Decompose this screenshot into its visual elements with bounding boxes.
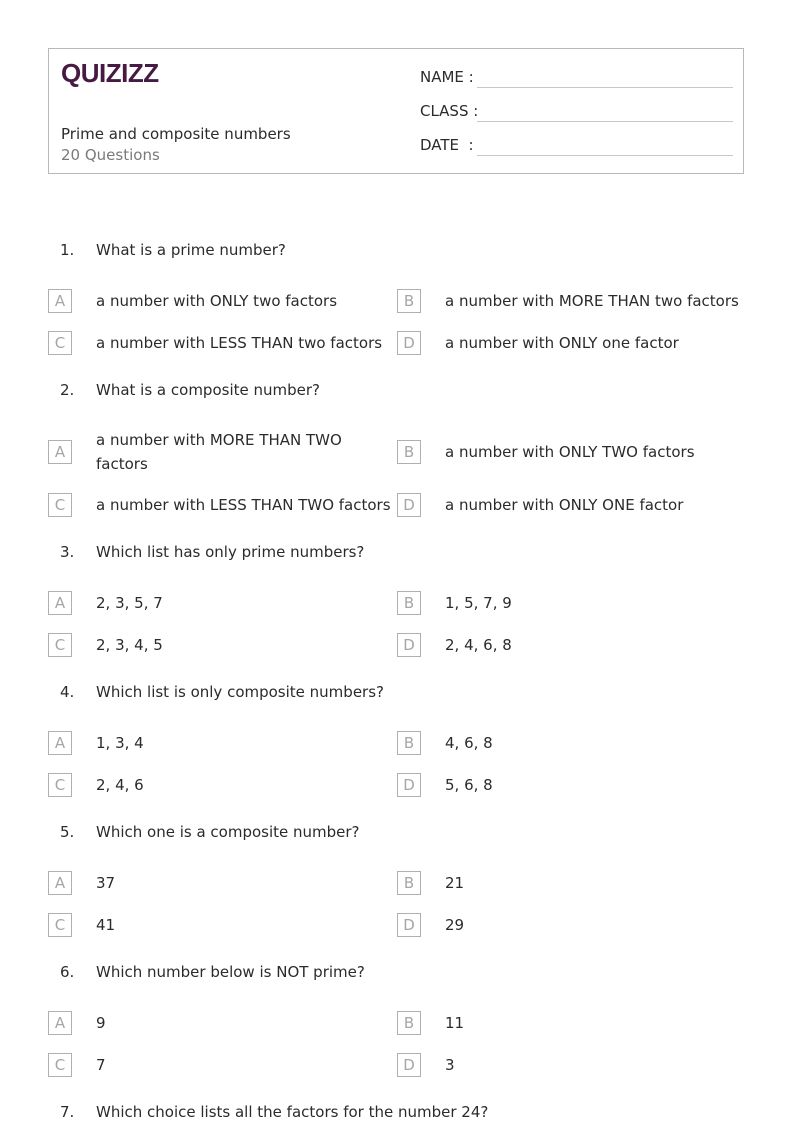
option-letter: C xyxy=(48,913,72,937)
option-letter: A xyxy=(48,440,72,464)
option-text: 41 xyxy=(96,916,116,934)
date-field[interactable] xyxy=(420,136,733,160)
date-label: DATE : xyxy=(420,136,474,154)
option-letter: B xyxy=(397,731,421,755)
worksheet-header xyxy=(48,48,744,174)
option-text: 3 xyxy=(445,1056,455,1074)
option-letter: A xyxy=(48,1011,72,1035)
option-text: a number with ONLY one factor xyxy=(445,334,679,352)
name-label: NAME : xyxy=(420,68,474,86)
option-letter: B xyxy=(397,440,421,464)
option-text: 37 xyxy=(96,874,116,892)
question-text: Which number below is NOT prime? xyxy=(96,963,365,981)
question-text: Which list is only composite numbers? xyxy=(96,683,384,701)
option-text: 2, 3, 4, 5 xyxy=(96,636,163,654)
option-letter: D xyxy=(397,331,421,355)
date-line xyxy=(477,155,733,156)
option-text: 1, 5, 7, 9 xyxy=(445,594,512,612)
option-text: a number with LESS THAN two factors xyxy=(96,334,383,352)
option-letter: A xyxy=(48,289,72,313)
question-number: 6. xyxy=(60,963,75,981)
question-text: What is a prime number? xyxy=(96,241,286,259)
option-text: 7 xyxy=(96,1056,106,1074)
option-text: 2, 4, 6 xyxy=(96,776,144,794)
option-letter: B xyxy=(397,591,421,615)
option-letter: D xyxy=(397,913,421,937)
question-text: What is a composite number? xyxy=(96,381,320,399)
question-number: 2. xyxy=(60,381,75,399)
option-text: a number with MORE THAN TWO factors xyxy=(96,431,342,473)
name-field[interactable] xyxy=(420,68,733,92)
option-letter: C xyxy=(48,331,72,355)
option-text: a number with MORE THAN two factors xyxy=(445,292,739,310)
class-label: CLASS : xyxy=(420,102,479,120)
option-letter: A xyxy=(48,731,72,755)
question-number: 4. xyxy=(60,683,75,701)
option-text: 9 xyxy=(96,1014,106,1032)
option-text: 11 xyxy=(445,1014,465,1032)
option-text: 21 xyxy=(445,874,465,892)
question-number: 5. xyxy=(60,823,75,841)
option-text: 4, 6, 8 xyxy=(445,734,493,752)
name-line xyxy=(477,87,733,88)
class-line xyxy=(477,121,733,122)
option-letter: C xyxy=(48,1053,72,1077)
option-letter: D xyxy=(397,493,421,517)
option-letter: D xyxy=(397,633,421,657)
worksheet-title: Prime and composite numbers xyxy=(61,125,291,143)
option-letter: B xyxy=(397,289,421,313)
option-letter: B xyxy=(397,1011,421,1035)
option-letter: B xyxy=(397,871,421,895)
option-text: 29 xyxy=(445,916,465,934)
class-field[interactable] xyxy=(420,102,733,126)
option-text: 1, 3, 4 xyxy=(96,734,144,752)
option-letter: C xyxy=(48,773,72,797)
option-text: 2, 3, 5, 7 xyxy=(96,594,163,612)
option-text: a number with LESS THAN TWO factors xyxy=(96,496,391,514)
option-letter: D xyxy=(397,773,421,797)
question-number: 1. xyxy=(60,241,75,259)
option-text: a number with ONLY ONE factor xyxy=(445,496,684,514)
question-text: Which list has only prime numbers? xyxy=(96,543,365,561)
option-text: 2, 4, 6, 8 xyxy=(445,636,512,654)
option-letter: A xyxy=(48,591,72,615)
option-text: 5, 6, 8 xyxy=(445,776,493,794)
option-text: a number with ONLY TWO factors xyxy=(445,443,695,461)
quizizz-logo: QUIZIZZ xyxy=(61,58,159,88)
question-number: 7. xyxy=(60,1103,75,1121)
option-text: a number with ONLY two factors xyxy=(96,292,338,310)
question-number: 3. xyxy=(60,543,75,561)
option-letter: C xyxy=(48,493,72,517)
question-text: Which one is a composite number? xyxy=(96,823,360,841)
option-letter: D xyxy=(397,1053,421,1077)
option-letter: A xyxy=(48,871,72,895)
option-letter: C xyxy=(48,633,72,657)
question-text: Which choice lists all the factors for the number 24? xyxy=(96,1103,489,1121)
question-count: 20 Questions xyxy=(61,146,160,164)
